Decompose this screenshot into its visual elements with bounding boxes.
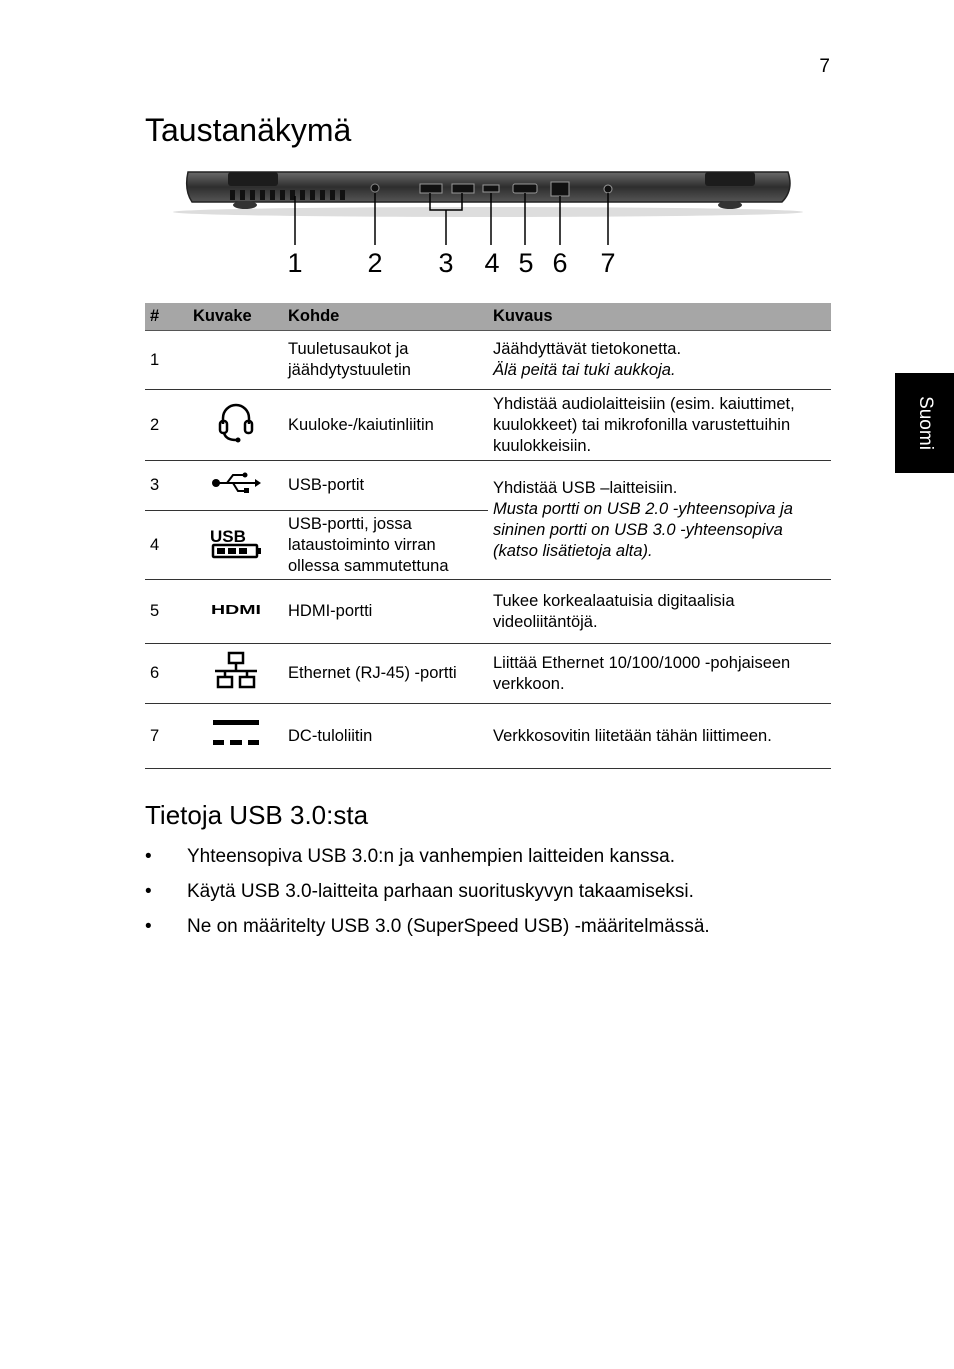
row-number: 6: [145, 644, 188, 704]
dc-in-icon: [212, 718, 260, 748]
row-description: [488, 331, 831, 390]
table-header-row: [145, 303, 831, 331]
row-number: 4: [145, 511, 188, 580]
language-tab: [895, 373, 954, 473]
laptop-rear-view-illustration: [170, 160, 810, 245]
language-tab-label: Suomi: [914, 396, 936, 450]
callout-4: 4: [484, 248, 500, 278]
row-description: [488, 390, 831, 461]
row-number: 2: [145, 390, 188, 461]
port-table: [145, 303, 831, 769]
description-text: Jäähdyttävät tietokonetta.: [493, 340, 682, 358]
callout-2: 2: [367, 248, 383, 278]
table-row: [145, 461, 831, 511]
description-note: Musta portti on USB 2.0 -yhteensopiva ja sininen portti on USB 3.0 -yhteensopiva (katso lisätietoja alta).: [493, 500, 793, 560]
svg-text:HDMI: HDMI: [210, 602, 261, 616]
list-item-text: Käytä USB 3.0-laitteita parhaan suorituskyvyn takaamiseksi.: [187, 881, 694, 902]
row-description: [488, 644, 831, 704]
row-number: 3: [145, 461, 188, 511]
row-number: 7: [145, 704, 188, 769]
bullet: •: [145, 916, 152, 937]
row-description: [488, 704, 831, 769]
row-description: [488, 461, 831, 580]
row-item: DC-tuloliitin: [283, 704, 488, 769]
list-item-text: Yhteensopiva USB 3.0:n ja vanhempien laitteiden kanssa.: [187, 846, 675, 867]
row-number: 5: [145, 580, 188, 644]
row-item: USB-portti, jossa lataustoiminto virran ollessa sammutettuna: [283, 511, 488, 580]
row-item: Tuuletusaukot ja jäähdytystuuletin: [283, 331, 488, 390]
row-item: Ethernet (RJ-45) -portti: [283, 644, 488, 704]
list-item: [145, 880, 710, 915]
description-text: Yhdistää audiolaitteisiin (esim. kaiuttimet, kuulokkeet) tai mikrofonilla varustettuihin kuulokkeisiin.: [493, 394, 795, 455]
row-item: HDMI-portti: [283, 580, 488, 644]
list-item: [145, 915, 710, 950]
svg-text:USB: USB: [209, 527, 246, 546]
header-number: #: [145, 303, 188, 331]
table-row: [145, 704, 831, 769]
header-description: Kuvaus: [488, 303, 831, 331]
hdmi-icon: [211, 602, 261, 616]
table-row: [145, 390, 831, 461]
header-icon: Kuvake: [188, 303, 283, 331]
usb-info-list: [145, 845, 710, 950]
list-item: [145, 845, 710, 880]
page-number: 7: [819, 56, 830, 77]
page-title: Taustanäkymä: [145, 112, 352, 148]
description-text: Liittää Ethernet 10/100/1000 -pohjaiseen verkkoon.: [493, 653, 791, 693]
row-number: 1: [145, 331, 188, 390]
headset-icon: [216, 400, 256, 444]
bullet: •: [145, 881, 152, 902]
callout-6: 6: [552, 248, 568, 278]
usb-section-heading: Tietoja USB 3.0:sta: [145, 800, 369, 830]
ethernet-icon: [213, 651, 259, 691]
row-icon-empty: [188, 331, 283, 390]
description-note: Älä peitä tai tuki aukkoja.: [493, 361, 676, 379]
table-row: [145, 331, 831, 390]
callout-5: 5: [518, 248, 534, 278]
usb-charge-icon: [209, 524, 263, 560]
description-text: Yhdistää USB –laitteisiin.: [493, 479, 678, 497]
row-description: [488, 580, 831, 644]
row-item: USB-portit: [283, 461, 488, 511]
usb-icon: [211, 471, 261, 495]
header-item: Kohde: [283, 303, 488, 331]
list-item-text: Ne on määritelty USB 3.0 (SuperSpeed USB) -määritelmässä.: [187, 916, 710, 937]
callout-7: 7: [600, 248, 616, 278]
table-row: [145, 580, 831, 644]
row-item: Kuuloke-/kaiutinliitin: [283, 390, 488, 461]
callout-1: 1: [287, 248, 303, 278]
bullet: •: [145, 846, 152, 867]
description-text: Verkkosovitin liitetään tähän liittimeen.: [493, 726, 772, 745]
callout-3: 3: [438, 248, 454, 278]
table-row: [145, 644, 831, 704]
description-text: Tukee korkealaatuisia digitaalisia videoliitäntöjä.: [493, 591, 735, 631]
